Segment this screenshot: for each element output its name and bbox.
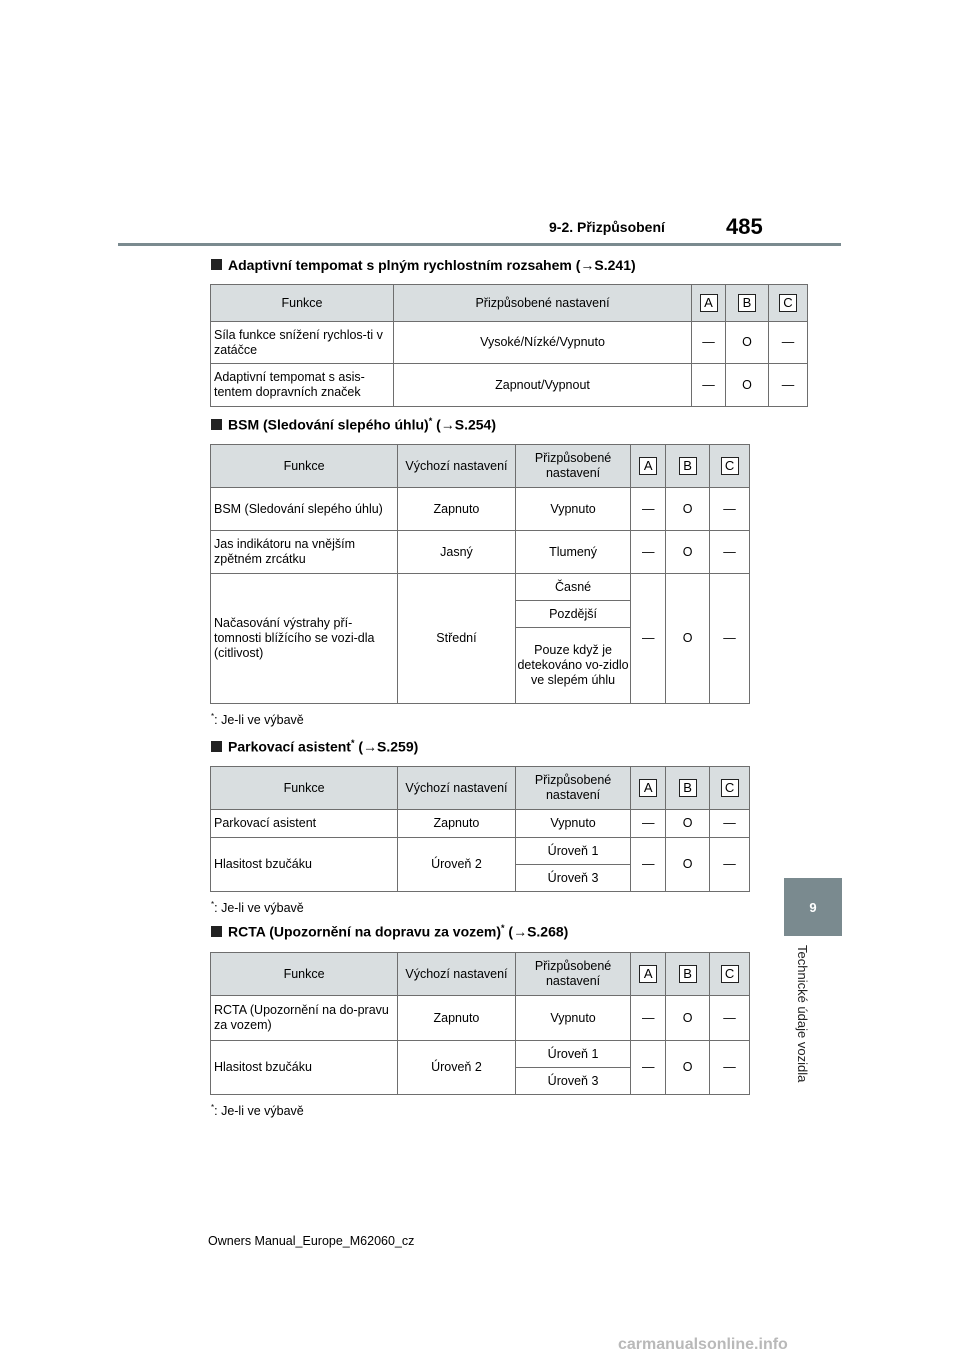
cell-function: Síla funkce snížení rychlos-ti v zatáčce [211, 322, 394, 364]
column-header-c: C [710, 767, 750, 810]
cell-custom-option: Úroveň 3 [515, 865, 631, 892]
cell-a: — [631, 838, 666, 892]
column-header-a: A [631, 953, 666, 996]
table-parking [210, 766, 750, 892]
column-header-b: B [666, 445, 710, 488]
table-row [211, 488, 750, 531]
square-bullet-icon [211, 926, 222, 937]
watermark: carmanualsonline.info [618, 1336, 788, 1353]
cell-c: — [710, 574, 750, 704]
column-header-a: A [692, 285, 726, 322]
cell-c: — [769, 364, 808, 407]
cell-c: — [710, 488, 750, 531]
cell-default: Úroveň 2 [398, 838, 516, 892]
footer-document-id: Owners Manual_Europe_M62060_cz [208, 1234, 415, 1248]
cell-c: — [710, 531, 750, 574]
column-header-function: Funkce [211, 953, 398, 996]
cell-setting: Zapnout/Vypnout [394, 364, 692, 407]
cell-function: Načasování výstrahy pří-tomnosti blížícího se vozi-dla (citlivost) [211, 574, 398, 704]
table-bsm [210, 444, 750, 704]
column-header-function: Funkce [211, 767, 398, 810]
table-acc [210, 284, 808, 407]
column-header-a: A [631, 445, 666, 488]
cell-custom: Vypnuto [515, 996, 631, 1041]
cell-custom: Vypnuto [515, 810, 631, 838]
column-header-b: B [666, 767, 710, 810]
cell-c: — [710, 1041, 750, 1095]
cell-function: Hlasitost bzučáku [211, 1041, 398, 1095]
table-row [211, 996, 750, 1041]
cell-b: O [666, 996, 710, 1041]
cell-custom-option: Úroveň 1 [515, 838, 631, 865]
column-header-function: Funkce [211, 445, 398, 488]
column-header-c: C [769, 285, 808, 322]
cell-custom-option: Úroveň 3 [515, 1068, 631, 1095]
table-row [211, 364, 808, 407]
square-bullet-icon [211, 259, 222, 270]
chapter-title: 9-2. Přizpůsobení [549, 219, 665, 235]
table-row [211, 810, 750, 838]
cell-default: Zapnuto [398, 996, 516, 1041]
column-header-function: Funkce [211, 285, 394, 322]
table-header-row [211, 285, 808, 322]
cell-function: Parkovací asistent [211, 810, 398, 838]
cell-a: — [631, 531, 666, 574]
cell-function: Adaptivní tempomat s asis-tentem dopravních značek [211, 364, 394, 407]
footnote: *: Je-li ve výbavě [211, 900, 304, 916]
table-row [211, 1041, 750, 1068]
cell-a: — [631, 996, 666, 1041]
cell-custom: Tlumený [515, 531, 631, 574]
column-header-a: A [631, 767, 666, 810]
cell-setting: Vysoké/Nízké/Vypnuto [394, 322, 692, 364]
cell-custom-option: Pozdější [515, 601, 631, 628]
table-row [211, 531, 750, 574]
table-row [211, 574, 750, 601]
cell-b: O [726, 322, 769, 364]
section-heading-parking: Parkovací asistent* (→S.259) [211, 738, 418, 755]
cell-a: — [631, 810, 666, 838]
cell-b: O [666, 531, 710, 574]
cell-function: BSM (Sledování slepého úhlu) [211, 488, 398, 531]
cell-function: Hlasitost bzučáku [211, 838, 398, 892]
chapter-tab-label: Technické údaje vozidla [795, 945, 810, 1083]
table-rcta [210, 952, 750, 1095]
section-heading-acc: Adaptivní tempomat s plným rychlostním rozsahem (→S.241) [211, 257, 636, 273]
column-header-custom: Přizpůsobené nastavení [515, 953, 631, 996]
square-bullet-icon [211, 741, 222, 752]
column-header-custom: Přizpůsobené nastavení [515, 445, 631, 488]
cell-a: — [692, 364, 726, 407]
cell-default: Zapnuto [398, 810, 516, 838]
column-header-b: B [726, 285, 769, 322]
cell-custom-option: Úroveň 1 [515, 1041, 631, 1068]
column-header-default: Výchozí nastavení [398, 953, 516, 996]
table-row [211, 838, 750, 865]
section-heading-rcta: RCTA (Upozornění na dopravu za vozem)* (→S.268) [211, 923, 568, 940]
column-header-c: C [710, 953, 750, 996]
cell-b: O [666, 1041, 710, 1095]
table-header-row [211, 767, 750, 810]
cell-custom: Vypnuto [515, 488, 631, 531]
cell-default: Jasný [398, 531, 516, 574]
header-rule [118, 243, 841, 246]
footnote: *: Je-li ve výbavě [211, 1103, 304, 1119]
cell-b: O [726, 364, 769, 407]
page-number: 485 [726, 214, 763, 239]
cell-default: Střední [398, 574, 516, 704]
cell-function: RCTA (Upozornění na do-pravu za vozem) [211, 996, 398, 1041]
cell-a: — [692, 322, 726, 364]
column-header-default: Výchozí nastavení [398, 767, 516, 810]
cell-default: Úroveň 2 [398, 1041, 516, 1095]
cell-custom-option: Pouze když je detekováno vo-zidlo ve slepém úhlu [515, 628, 631, 704]
column-header-c: C [710, 445, 750, 488]
cell-c: — [710, 810, 750, 838]
cell-b: O [666, 838, 710, 892]
cell-custom-option: Časné [515, 574, 631, 601]
square-bullet-icon [211, 419, 222, 430]
cell-a: — [631, 1041, 666, 1095]
table-header-row [211, 953, 750, 996]
footnote: *: Je-li ve výbavě [211, 712, 304, 728]
cell-b: O [666, 574, 710, 704]
cell-b: O [666, 810, 710, 838]
cell-b: O [666, 488, 710, 531]
section-heading-bsm: BSM (Sledování slepého úhlu)* (→S.254) [211, 416, 496, 433]
cell-c: — [710, 996, 750, 1041]
chapter-tab: 9 [784, 878, 842, 936]
table-header-row [211, 445, 750, 488]
table-row [211, 322, 808, 364]
cell-function: Jas indikátoru na vnějším zpětném zrcátku [211, 531, 398, 574]
cell-c: — [710, 838, 750, 892]
column-header-default: Výchozí nastavení [398, 445, 516, 488]
column-header-b: B [666, 953, 710, 996]
cell-default: Zapnuto [398, 488, 516, 531]
column-header-custom: Přizpůsobené nastavení [515, 767, 631, 810]
cell-c: — [769, 322, 808, 364]
cell-a: — [631, 574, 666, 704]
column-header-custom: Přizpůsobené nastavení [394, 285, 692, 322]
cell-a: — [631, 488, 666, 531]
